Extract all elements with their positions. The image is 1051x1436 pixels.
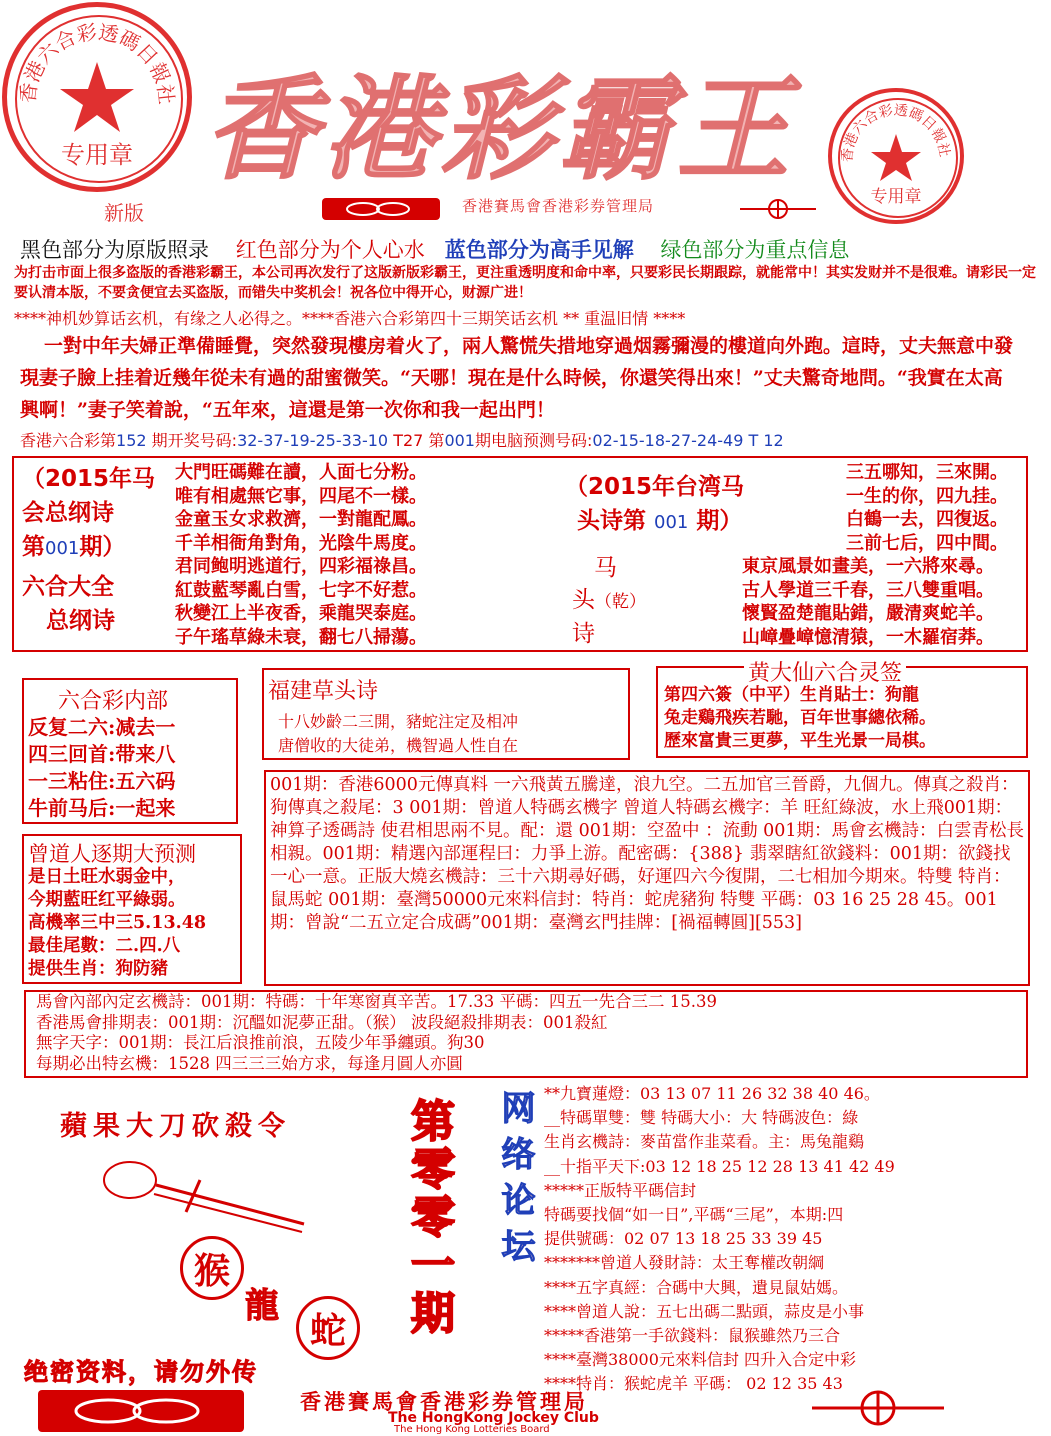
joke-story: 一對中年夫婦正準備睡覺，突然發現樓房着火了，兩人驚慌失措地穿過烟霧彌漫的樓道向外跑。這時，丈夫無意中發現妻子臉上挂着近幾年從未有過的甜蜜微笑。“天哪！現在是什么時候，你還笑得出來！”丈夫驚奇地問。“我實在太高興啊！”妻子笑着說，“五年來，這還是第一次你和我一起出門！ bbox=[20, 335, 1014, 421]
star-icon bbox=[60, 62, 134, 132]
huangdaxian-title: 黄大仙六合灵签 bbox=[744, 656, 906, 687]
apple-title: 蘋果大刀砍殺令 bbox=[60, 1111, 291, 1142]
zengdaoren-title: 曾道人逐期大预测 bbox=[28, 842, 196, 866]
masthead-title: 香港彩霸王 bbox=[205, 70, 795, 190]
notice-paragraph: 为打击市面上很多盗版的香港彩霸王，本公司再次发行了这版新版彩霸王，更注重透明度和命中率，只要彩民长期跟踪，就能常中！其实发财并不是很难。请彩民一定要认清本版，不要贪便宜去买盗版，而错失中奖机会！祝各位中得开心，财源广进！ bbox=[14, 265, 1036, 301]
right-poem-a: 三五哪知，三來開。 一生的你，四九挂。 白鶴一去，四復返。 三前七后，四中間。 bbox=[846, 462, 1008, 554]
lotteries-logo-icon bbox=[322, 198, 440, 220]
predicted-numbers: 02-15-18-27-24-49 bbox=[592, 431, 744, 450]
predicted-special-number: T 12 bbox=[748, 431, 784, 450]
huangdaxian-lines: 第四六簽（中平）生肖貼士：狗龍 兔走鷄飛疾若馳，百年世事總依稀。 歷來富貴三更夢，平生光景一局棋。 bbox=[664, 685, 936, 751]
official-seal-small bbox=[828, 88, 964, 224]
insider-title: 六合彩内部 bbox=[58, 689, 169, 714]
results-line: 香港六合彩第152 期开奖号码:32-37-19-25-33-10 T27 第001期电脑预测号码:02-15-18-27-24-49 T 12 bbox=[20, 431, 784, 450]
fujian-title: 福建草头诗 bbox=[268, 679, 379, 704]
zodiac-circle-1: 猴 bbox=[180, 1236, 244, 1300]
forum-lines: **九寶蓮燈：03 13 07 11 26 32 38 40 46。 __特碼單雙：雙 特碼大小：大 特碼波色：綠 生肖玄機詩：麥苗當作韭菜看。主：馬兔龍鷄 __十指平天下:03 12 18 25 12 28 13 41 42 49 *****正版特平碼信封 特碼要找個“如一日”,平碼“三尾”，本期:四 提供號碼：02 07 13 18 25 33 39 45 *******曾道人發財詩：太王奪權改朝綱 ****五字真經：合碼中大興，遺見鼠姑媽。 ****曾道人說：五七出碼二點頭，蒜皮是小事 *****香港第一手欲錢料：鼠猴雖然乃三合 ****臺灣38000元來料信封 四升入合定中彩 ****特肖：猴蛇虎羊 平碼： 02 12 35 43 bbox=[544, 1084, 895, 1394]
previous-issue-number: 152 bbox=[116, 431, 147, 450]
jockey-club-logo-icon bbox=[738, 198, 818, 224]
secret-notice: 绝密资料，请勿外传 bbox=[24, 1357, 258, 1386]
zodiac-circle-3: 蛇 bbox=[296, 1296, 360, 1360]
legend-black: 黑色部分为原版照录 bbox=[20, 238, 209, 262]
header-agency-line: 香港賽馬會香港彩券管理局 bbox=[462, 197, 655, 215]
legend-blue: 蓝色部分为高手见解 bbox=[444, 238, 634, 262]
zengdaoren-lines: 是日土旺水弱金中， 今期藍旺红平綠弱。 高機率三中三5.13.48 最佳尾數：二.四.八 提供生肖：狗防豬 bbox=[28, 867, 207, 979]
next-issue-number: 001 bbox=[444, 431, 475, 450]
mid-poem-vertical-label: 马 头（乾） 诗 bbox=[572, 555, 646, 647]
fujian-lines: 十八妙齡二三開，豬蛇注定及相冲 唐僧收的大徒弟，機智過人性自在 bbox=[278, 712, 519, 755]
joke-banner: ****神机妙算话玄机，有缘之人必得之。****香港六合彩第四十三期笑话玄机 ** 重温旧情 **** bbox=[14, 309, 686, 328]
left-poem-title: （2015年马 会总纲诗 第001期） 六合大全 总纲诗 bbox=[22, 466, 156, 634]
previous-draw-numbers: 32-37-19-25-33-10 bbox=[237, 431, 389, 450]
legend-green: 绿色部分为重点信息 bbox=[660, 238, 850, 262]
seal-large-label: 专用章 bbox=[61, 141, 133, 169]
zodiac-circle-2: 龍 bbox=[245, 1285, 279, 1326]
forum-vertical: 网络论坛 bbox=[495, 1090, 535, 1274]
footer-agency-en-2: The Hong Kong Lotteries Board bbox=[394, 1424, 550, 1435]
issue-vertical: 第零零一期 bbox=[403, 1098, 454, 1338]
seal-small-ring-text: 香港六合彩透碼日報社 bbox=[839, 102, 953, 163]
footer-agency-cn: 香港賽馬會香港彩券管理局 bbox=[300, 1389, 588, 1414]
previous-special-number: T27 bbox=[393, 431, 424, 450]
star-icon bbox=[871, 134, 921, 181]
footer-jockey-logo-icon bbox=[808, 1386, 948, 1434]
sword-icon bbox=[90, 1150, 320, 1240]
footer-lotteries-logo-icon bbox=[38, 1390, 244, 1432]
seal-small-label: 专用章 bbox=[870, 187, 922, 207]
insider-lines: 反复二六:减去一 四三回首:带来八 一三粘住:五六码 牛前马后:一起来 bbox=[28, 715, 176, 820]
left-poem-body: 大門旺碼難在讀，人面七分粉。 唯有相處無它事，四尾不一樣。 金童玉女求救濟，一對龍配鳳。 千羊相衙角對角，光陰牛馬度。 君同鲍明逃道行，四彩福祿昌。 紅鼓藍琴亂白雪，七字不好惹。 秋變江上半夜香，乘龍哭泰庭。 子午瑤草綠未衰，翻七八掃蕩。 bbox=[175, 462, 427, 648]
bigtext-body: 001期：香港6000元傳真料 一六飛黃五騰達，浪九空。二五加官三晉爵，九個九。傳真之殺肖：狗傳真之殺尾：3 001期：曾道人特碼玄機字 曾道人特碼玄機字：羊 旺紅綠波，水上飛001期：神算子透碼詩 使君相思兩不見。配：還 001期：空盈中 ：流動 001期：馬會玄機詩：白雲青松長相親。001期：精選內部運程曰：力爭上游。配密碼：{388} 翡翠瞎紅欲錢料：001期：欲錢找一心一意。正版大燒玄機詩：三十六期尋好碼，好運四六今復開，二七相加今期來。特雙 特肖：鼠馬蛇 001期：臺灣50000元來料信封：特肖：蛇虎豬狗 特雙 平碼：03 16 25 28 45。001期：曾說“二五立定合成碼”001期：臺灣玄門挂牌：[禍福轉圓][553] bbox=[270, 775, 1025, 933]
right-poem-b: 東京風景如畫美，一六將來尋。 古人學道三千春，三八雙重唱。 懷賢盈楚龍貼錯，嚴清爽蛇羊。 山嶂疊嶂憶清猿，一木羅宿莽。 bbox=[742, 556, 994, 648]
machui-lines: 馬會內部內定玄機詩：001期：特碼：十年寒窗真辛苦。17.33 平碼：四五一先合三二 15.39 香港馬會排期表：001期：沉醞如泥夢正甜。（猴） 波段絕殺排期表：001殺紅 無字天字：001期：長江后浪推前浪，五陵少年爭纏頭。狗30 每期必出特玄機：1528 四三三三始方求，每逢月圓人亦圓 bbox=[36, 992, 717, 1073]
seal-large-ring-text: 香港六合彩透碼日報社 bbox=[15, 19, 179, 106]
edition-label: 新版 bbox=[104, 201, 144, 225]
footer-agency-en-1: The HongKong Jockey Club bbox=[388, 1410, 599, 1426]
color-legend bbox=[20, 234, 849, 264]
official-seal-large bbox=[2, 2, 192, 192]
legend-red: 红色部分为个人心水 bbox=[235, 238, 425, 262]
mid-poem-title: （2015年台湾马 头诗第 001 期） bbox=[565, 474, 745, 534]
